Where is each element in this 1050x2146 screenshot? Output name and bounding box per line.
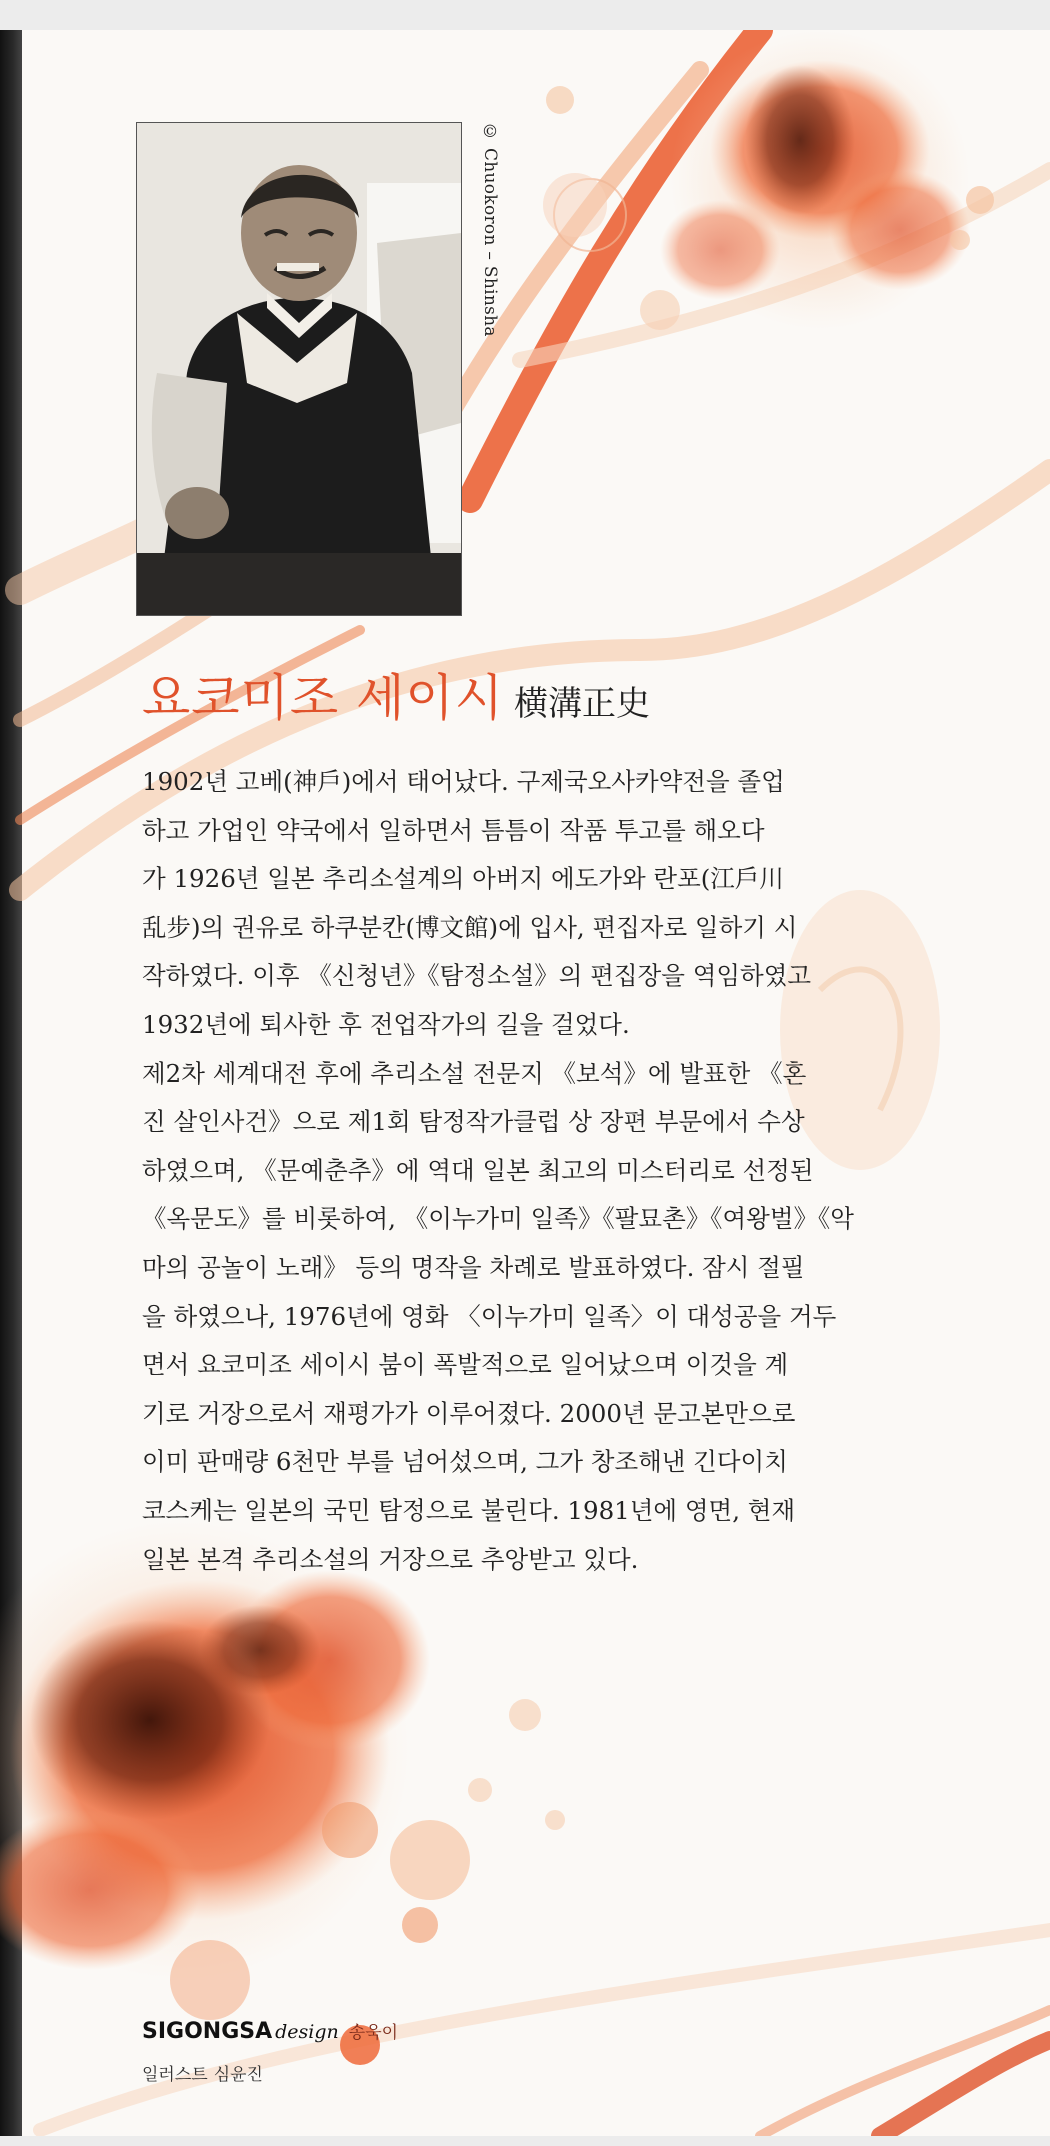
- bio-line: 을 하였으나, 1976년에 영화 〈이누가미 일족〉이 대성공을 거두: [142, 1301, 837, 1331]
- design-label: design: [275, 2021, 339, 2043]
- author-name-japanese: 横溝正史: [514, 684, 650, 724]
- bio-line: 면서 요코미조 세이시 붐이 폭발적으로 일어났으며 이것을 계: [142, 1350, 789, 1380]
- publisher-brand: SIGONGSA: [142, 2019, 273, 2044]
- bio-line: 1902년 고베(神戶)에서 태어났다. 구제국오사카약전을 졸업: [142, 767, 785, 796]
- photo-credit-text: © Chuokoron – Shinsha: [480, 122, 500, 337]
- author-name-heading: [142, 658, 650, 730]
- bio-line: 《옥문도》를 비롯하여, 《이누가미 일족》《팔묘촌》《여왕벌》《악: [142, 1204, 854, 1234]
- bio-line: 기로 거장으로서 재평가가 이루어졌다. 2000년 문고본만으로: [142, 1398, 796, 1428]
- bio-line: 하였으며, 《문예춘추》에 역대 일본 최고의 미스터리로 선정된: [142, 1155, 814, 1185]
- author-photo: [136, 122, 462, 616]
- bio-line: 乱步)의 권유로 하쿠분칸(博文館)에 입사, 편집자로 일하기 시: [142, 912, 798, 942]
- bio-line: 작하였다. 이후 《신청년》《탐정소설》의 편집장을 역임하였고: [142, 961, 812, 991]
- bio-line: 코스케는 일본의 국민 탐정으로 불린다. 1981년에 영면, 현재: [142, 1495, 796, 1525]
- photo-credit: [474, 122, 504, 392]
- book-cover-flap: [0, 30, 1050, 2136]
- illustrator-credit: [142, 2060, 263, 2085]
- bio-line: 제2차 세계대전 후에 추리소설 전문지 《보석》에 발표한 《혼: [142, 1058, 807, 1088]
- author-name-korean: 요코미조 세이시: [142, 669, 504, 727]
- bio-line: 마의 공놀이 노래》 등의 명작을 차례로 발표하였다. 잠시 절필: [142, 1252, 805, 1282]
- author-biography: [142, 758, 942, 1584]
- publisher-credit: [142, 2018, 398, 2044]
- illustrator-label: 일러스트: [142, 2065, 208, 2085]
- bio-line: 일본 본격 추리소설의 거장으로 추앙받고 있다.: [142, 1544, 639, 1574]
- illustrator-name: 심윤진: [213, 2065, 263, 2085]
- bio-line: 하고 가업인 약국에서 일하면서 틈틈이 작품 투고를 해오다: [142, 815, 765, 845]
- bio-line: 진 살인사건》으로 제1회 탐정작가클럽 상 장편 부문에서 수상: [142, 1107, 805, 1137]
- bio-line: 가 1926년 일본 추리소설계의 아버지 에도가와 란포(江戶川: [142, 864, 784, 894]
- bio-line: 1932년에 퇴사한 후 전업작가의 길을 걸었다.: [142, 1009, 630, 1039]
- designer-name: 송욱이: [348, 2023, 399, 2043]
- bio-line: 이미 판매량 6천만 부를 넘어섰으며, 그가 창조해낸 긴다이치: [142, 1447, 788, 1477]
